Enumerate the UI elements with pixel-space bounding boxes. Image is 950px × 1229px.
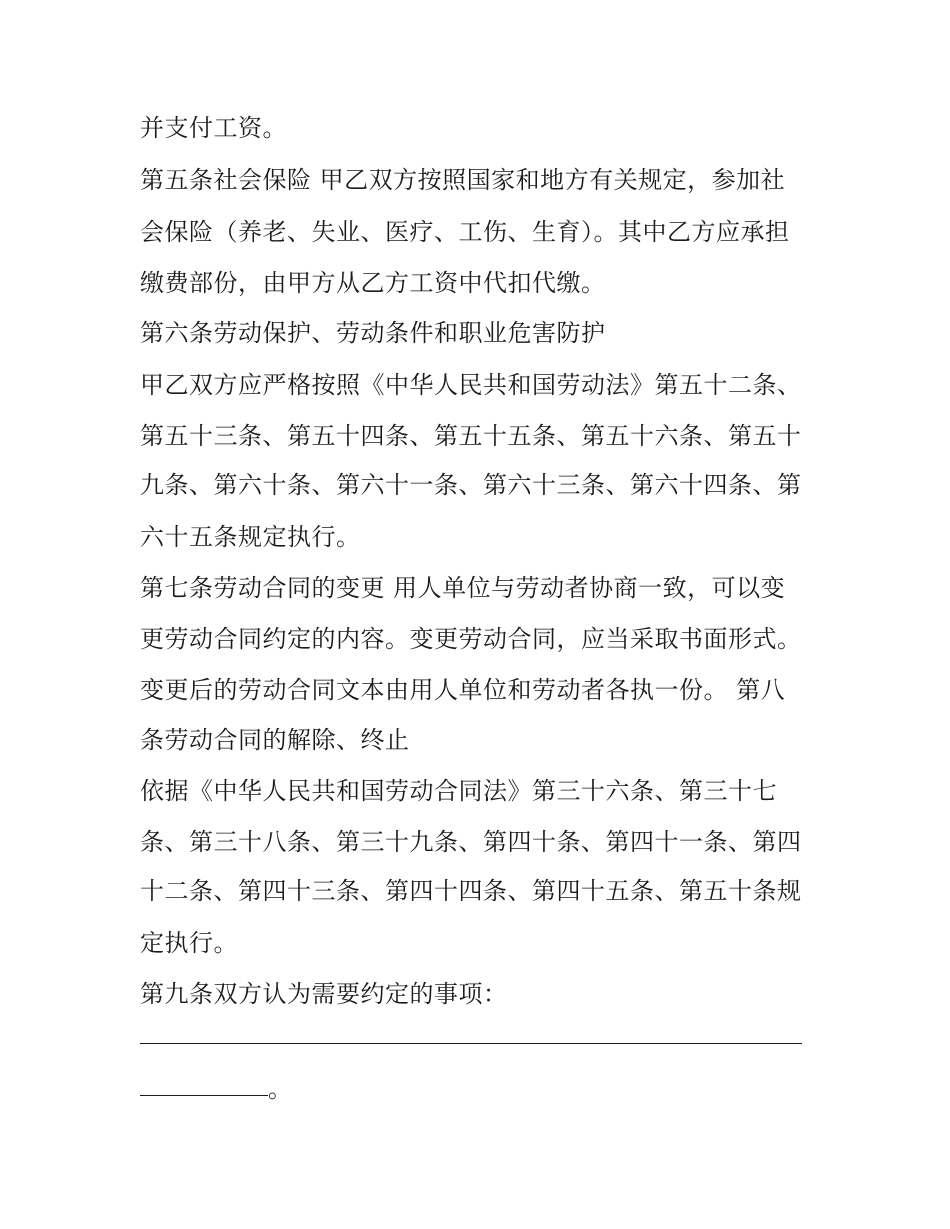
text-line: 更劳动合同约定的内容。变更劳动合同，应当采取书面形式。 [140, 625, 802, 653]
text-line: 变更后的劳动合同文本由用人单位和劳动者各执一份。 第八 [140, 676, 786, 704]
text-line: 条劳动合同的解除、终止 [140, 726, 410, 754]
text-line: 第五十三条、第五十四条、第五十五条、第五十六条、第五十 [140, 422, 802, 450]
text-line: 会保险（养老、失业、医疗、工伤、生育）。其中乙方应承担 [140, 218, 790, 246]
text-line: 缴费部份，由甲方从乙方工资中代扣代缴。 [140, 269, 606, 297]
text-line: 第九条双方认为需要约定的事项： [140, 980, 508, 1008]
text-line: 并支付工资。 [140, 114, 287, 142]
text-line: 条、第三十八条、第三十九条、第四十条、第四十一条、第四 [140, 828, 802, 856]
text-line: 十二条、第四十三条、第四十四条、第四十五条、第五十条规 [140, 877, 802, 905]
text-line: 第七条劳动合同的变更 用人单位与劳动者协商一致，可以变 [140, 574, 786, 602]
text-line: 甲乙双方应严格按照《中华人民共和国劳动法》第五十二条、 [140, 371, 802, 399]
closing-period: 。 [268, 1075, 292, 1103]
text-line: 定执行。 [140, 929, 238, 957]
text-line: 依据《中华人民共和国劳动合同法》第三十六条、第三十七 [140, 777, 777, 805]
text-line: 九条、第六十条、第六十一条、第六十三条、第六十四条、第 [140, 471, 802, 499]
text-line: 第五条社会保险 甲乙双方按照国家和地方有关规定，参加社 [140, 166, 786, 194]
fill-in-blank-line [140, 1043, 802, 1044]
text-line: 六十五条规定执行。 [140, 523, 361, 551]
text-line: 第六条劳动保护、劳动条件和职业危害防护 [140, 319, 606, 347]
fill-in-blank-line-short [140, 1095, 268, 1096]
